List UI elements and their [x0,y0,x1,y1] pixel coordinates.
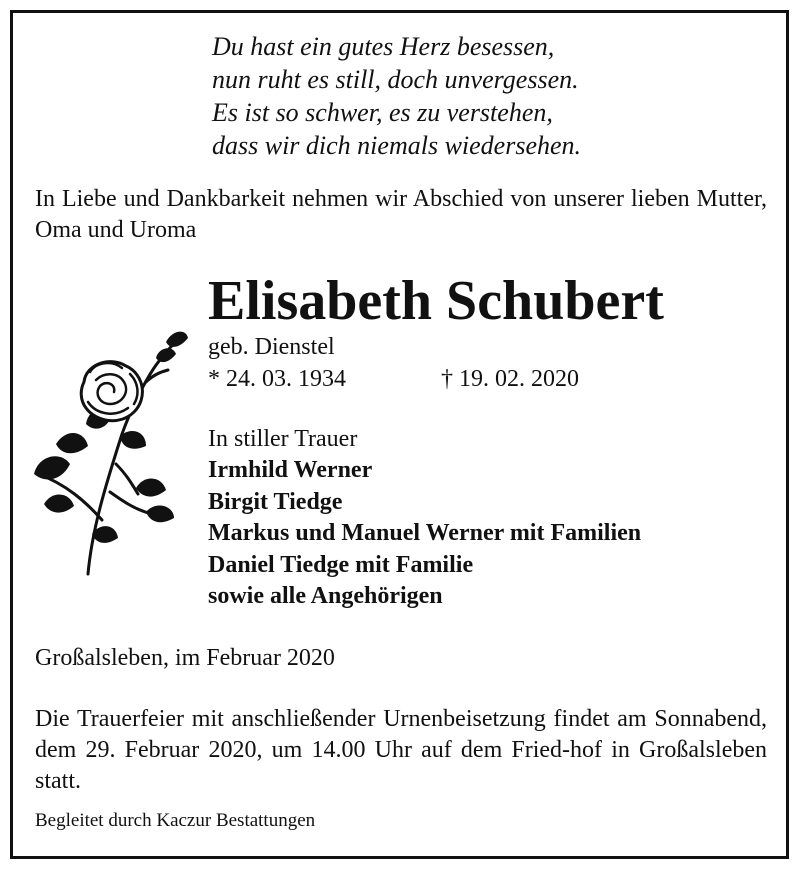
farewell-intro: In Liebe und Dankbarkeit nehmen wir Abschied von unserer lieben Mutter, Oma und Uroma [35,186,767,243]
poem-line: Es ist so schwer, es zu verstehen, [212,98,553,127]
mourner-name: Irmhild Werner [208,457,373,483]
mourners-heading: In stiller Trauer [208,426,358,452]
maiden-name: geb. Dienstel [208,334,335,360]
ceremony-info: Die Trauerfeier mit anschließender Urnenbeisetzung findet am Sonnabend, dem 29. Februar 2020, um 14.00 Uhr auf dem Fried-hof in Großalsleben statt. [35,706,767,794]
poem-line: dass wir dich niemals wiedersehen. [212,131,582,160]
poem-line: Du hast ein gutes Herz besessen, [212,32,555,61]
life-dates [208,364,579,394]
rose-icon [26,324,194,578]
birth-date: * 24. 03. 1934 [208,366,346,392]
deceased-name: Elisabeth Schubert [208,270,664,332]
mourner-name: Daniel Tiedge mit Familie [208,551,474,578]
mourner-name: Birgit Tiedge [208,488,343,515]
place-date: Großalsleben, im Februar 2020 [35,645,335,671]
mourner-name: Markus und Manuel Werner mit Familien [208,520,642,546]
memorial-poem [212,30,692,162]
mourner-name: sowie alle Angehörigen [208,583,443,609]
mourners-list [208,455,641,613]
poem-line: nun ruht es still, doch unvergessen. [212,65,579,94]
undertaker-credit: Begleitet durch Kaczur Bestattungen [35,810,316,831]
death-date: † 19. 02. 2020 [441,366,579,392]
